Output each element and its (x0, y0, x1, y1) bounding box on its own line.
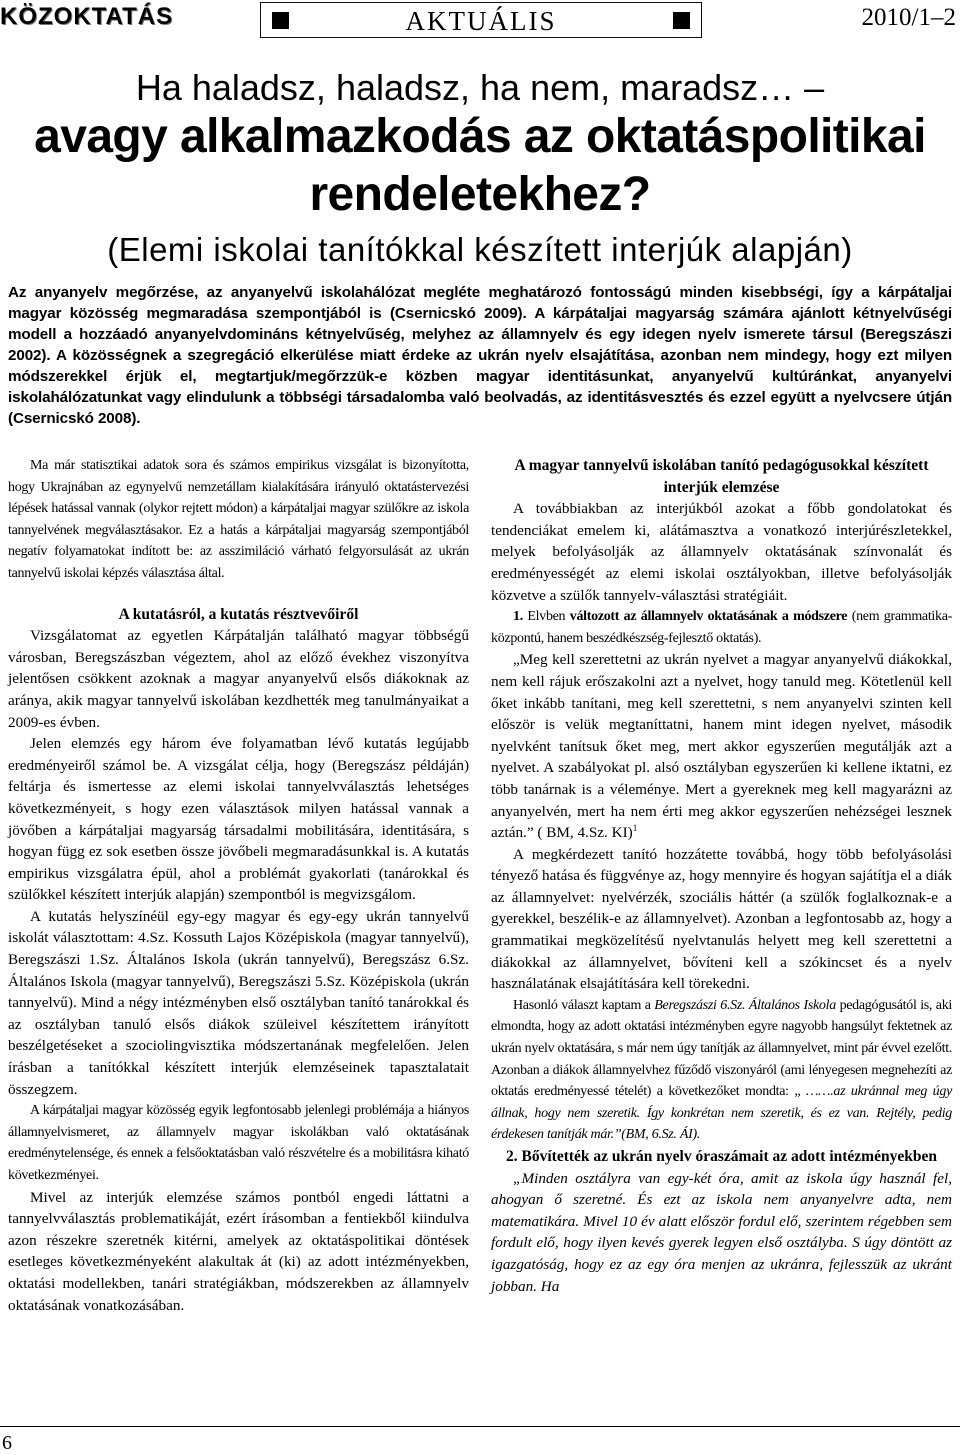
text-run: (nem grammatika-központú, hanem beszédkészség-fejlesztő oktatás). (491, 609, 952, 646)
issue-number: 2010/1–2 (861, 4, 956, 31)
section-heading: A kutatásról, a kutatás résztvevőiről (118, 605, 359, 623)
left-column (8, 455, 469, 1316)
title-line-1: Ha haladsz, haladsz, ha nem, maradsz… – (135, 67, 825, 108)
emphasis-text: változott az államnyelv oktatásának a módszere (569, 609, 848, 625)
paragraph (491, 995, 952, 1146)
italic-quote: …….az ukránnal meg úgy állnak, hogy nem szeretik. Így konkrétan nem szeretik, és ez van. Rejtély, pedig érdekesen tanítják már.”(BM, 6.Sz. ÁI). (491, 1084, 952, 1143)
right-column (491, 455, 952, 1297)
title-line-2: avagy alkalmazkodás az oktatáspolitikai (34, 110, 926, 163)
paragraph: Vizsgálatomat az egyetlen Kárpátalján található magyar többségű városban, Beregszászban végeztem, ahol az előző évekhez viszonyítva jelentősen csökkent azoknak a magyar anyanyelvű elsős diákoknak az aránya, akik magyar tannyelvű iskolában kezdhették meg tanulmányaikat a 2009-es évben. (8, 627, 469, 731)
paragraph: A megkérdezett tanító hozzátette továbbá, hogy több befolyásolási tényező hatása és függvénye az, hogy mennyire és hogyan sajátítja el a diák az államnyelvet: nyelvérzék, szociális háttér (a szülők foglalkoznak-e a gyerekkel, beszélik-e az államnyelvet). Azonban a legfontosabb az, hogy a grammatikai megközelítésű nyelvtanulás helyett meg kell szerettetni a diákokkal az államnyelvet, bővíteni kell a szókincset és a nyelv használatának elsajátítására kell törekedni. (491, 845, 952, 993)
text-run: Elvben (522, 609, 570, 625)
list-number: 1. (513, 609, 523, 625)
section-box (260, 2, 702, 38)
text-run: Hasonló választ kaptam a (513, 997, 655, 1013)
section-heading: 2. Bővítették az ukrán nyelv óraszámait az adott intézményekben (506, 1148, 937, 1165)
paragraph: A kutatás helyszínéül egy-egy magyar és egy-egy ukrán tannyelvű iskolát választottam: 4.Sz. Kossuth Lajos Középiskola (magyar tannyelvű), Beregszászi 1.Sz. Általános Iskola (ukrán tannyelvű), Beregszász 6.Sz. Általános Iskola (magyar tannyelvű), Beregszászi 5.Sz. Középiskola (ukrán tannyelvű). Mind a négy intézményben első osztályban tanító tanárokkal és az osztályban tanuló elsős diákok szüleivel készítettem irányított beszélgetéseket a szociolingvisztika módszertanának megfelelően. Jelen írásban a tanítókkal készített interjúk elemzéseinek tapasztalatait összegzem. (8, 907, 469, 1098)
paragraph (491, 606, 952, 649)
publication-name: KÖZOKTATÁS (0, 3, 174, 30)
paragraph: Mivel az interjúk elemzése számos pontból engedi láttatni a tannyelvválasztás problematikáját, ezért írásomban a fentiekből kiindulva azon részekre szeretnék kitérni, amelyek az oktatáspolitikai döntések esetleges következményeként alakultak át (ki) az adott intézményekben, oktatási modellekben, tanári stratégiákban, módszerekben az államnyelv oktatásának vonatkozásában. (8, 1188, 469, 1314)
paragraph (491, 649, 952, 843)
quote-text: „Meg kell szerettetni az ukrán nyelvet a magyar anyanyelvű diákokkal, nem kell rájuk erőszakolni azt a nyelvet, hogy tanuld meg. Kötetlenül kell őket inkább tanítani, meg kell szerettetni, s nem anyanyelvi szinten kell először is velük megtaníttatni, hanem mint idegen nyelvet, második nyelvként tanítsuk őket meg, mert akkor egyszerűen megutálják azt a nyelvet. A szabályokat pl. alsó osztályban egyszerűen ki kellene iktatni, ez több tanárnak is a véleménye. Mert a gyereknek meg kell magyarázni az anyanyelvén, mert ha nem érti meg akkor egyszerűen nehézségei lesznek aztán.” ( BM, 4.Sz. KI) (491, 651, 952, 842)
title-line-3: rendeletekhez? (309, 168, 651, 221)
paragraph: Ma már statisztikai adatok sora és számos empirikus vizsgálat is bizonyította, hogy Ukrajnában az egynyelvű nemzetállam kialakítására irányuló oktatástervezési lépések hatással vannak (olykor rejtett módon) a kárpátaljai magyar szülőkre az iskola tannyelvének megválasztásakor. Ez a hatás a kárpátaljai magyarság szempontjából negatív folyamatokat indított be: az asszimiláció várható felgyorsulását az ukrán tannyelvű iskolai képzés választása által. (8, 458, 469, 581)
italic-text: Beregszászi 6.Sz. Általános Iskola (654, 997, 836, 1013)
paragraph: Jelen elemzés egy három éve folyamatban lévő kutatás legújabb eredményeiről számol be. A vizsgálat célja, hogy (Beregszász példáján) feltárja és ismertesse az elemi iskolai tannyelvválasztás lehetséges következményeit, s hogy ezen választások milyen hatással vannak a jövőben a kárpátaljai magyarság társadalmi mobilitására, identitására, s hogyan függ ez sok esetben össze jövőbeli megmaradásunkkal is. A kutatás empirikus vizsgálatra épül, ahol a problémát gyakorlati (tanárokkal és szülőkkel készített interjúk alapján) szempontból is megvizsgálom. (8, 735, 469, 904)
section-heading: A magyar tannyelvű iskolában tanító pedagógusokkal készített interjúk elemzése (514, 457, 929, 496)
page-number: 6 (2, 1432, 12, 1454)
footer-rule (0, 1426, 960, 1427)
lead-paragraph: Az anyanyelv megőrzése, az anyanyelvű iskolahálózat megléte meghatározó fontosságú minden kisebbségi, így a kárpátaljai magyar közösség megmaradása szempontjából is (Csernicskó 2009). A kárpátaljai magyarság számára ajánlott kétnyelvűségi modell a hozzáadó anyanyelvdomináns kétnyelvűség, melyhez az államnyelv és egy idegen nyelv ismerete társul (Beregszászi 2002). A közösségnek a szegregáció elkerülése miatt érdeke az ukrán nyelv elsajátítása, azonban nem mindegy, hogy ezt milyen módszerekkel érjük el, megtartjuk/megőrzzük-e közben magyar identitásunkat, anyanyelvű kultúránkat, anyanyelvi iskolahálózatunkat vagy elindulunk a többségi társadalomba való beolvadás, az identitásvesztés és ezzel együtt a nyelvcsere útján (Csernicskó 2008). (8, 284, 952, 427)
page-header (0, 0, 960, 40)
title-subtitle: (Elemi iskolai tanítókkal készített interjúk alapján) (107, 231, 853, 268)
paragraph: A kárpátaljai magyar közösség egyik legfontosabb jelenlegi problémája a hiányos államnyelvismeret, az államnyelv magyar iskolákban való oktatásának eredménytelensége, és ennek a felsőoktatásban való részvételre és a mobilitásra kiható következményei. (8, 1103, 469, 1183)
square-bullet-icon (673, 12, 690, 29)
footnote-marker: 1 (632, 823, 638, 834)
section-label: AKTUÁLIS (405, 6, 557, 36)
spacer (8, 585, 469, 604)
paragraph: A továbbiakban az interjúkból azokat a főbb gondolatokat és tendenciákat emelem ki, alátámasztva a vonatkozó interjúrészletekkel, melyek befolyásolják az államnyelv oktatásának színvonalát és eredményességét az elemi iskolai osztályokban, illetve befolyásolják közvetve a szülők tannyelv-választási stratégiáit. (491, 500, 952, 604)
text-run: pedagógusától is, aki elmondta, hogy az adott oktatási intézményben egyre nagyobb hangsúlyt fektetnek az ukrán nyelv oktatására, s már nem úgy tanítják az államnyelvet, mint pár évvel ezelőtt. Azonban a diákok államnyelvhez fűződő viszonyáról (ami lényegesen megnehezíti az oktatás eredményessé tételét) a következőket mondta: „ (491, 997, 952, 1100)
quote-paragraph: „Minden osztályra van egy-két óra, amit az iskola úgy használ fel, ahogyan ő szeretné. És ezt az iskola nem anyanyelvre adta, nem matematikára. Mivel 10 év alatt először fordul elő, szerintem régebben sem fordult elő, hogy ilyen kevés gyerek legyen első osztályba. S úgy döntött az igazgatóság, hogy ez az egy óra menjen az ukránra, fejlesszük az ukránt jobban. Ha (491, 1169, 952, 1295)
